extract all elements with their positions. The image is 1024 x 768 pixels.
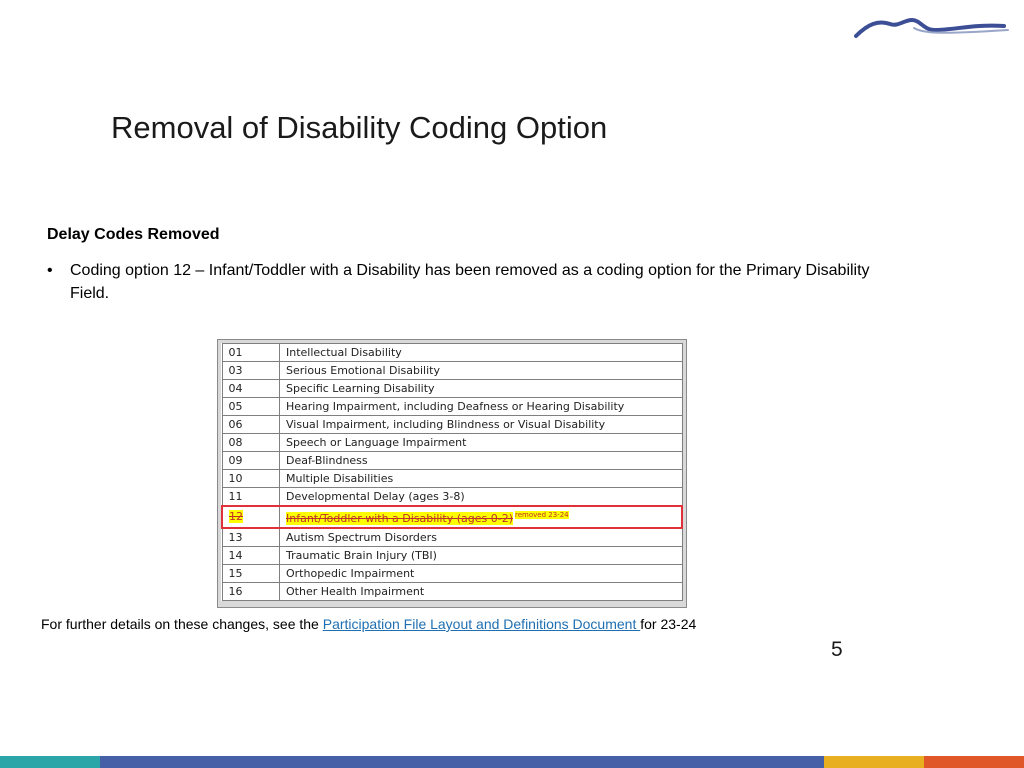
page-title: Removal of Disability Coding Option [111,110,608,145]
disability-codes-table [221,343,683,601]
disability-codes-table-image [217,339,687,608]
table-row [222,380,682,398]
code-cell: 15 [222,564,280,582]
layout-document-link[interactable]: Participation File Layout and Definitions Document [322,616,641,632]
label-cell: Developmental Delay (ages 3-8) [280,488,683,507]
footer-color-bar [0,756,1024,768]
code-cell: 13 [222,528,280,547]
color-bar-segment [0,756,100,768]
color-bar-segment [824,756,924,768]
footer-prefix: For further details on these changes, see the [41,616,323,632]
code-cell: 01 [222,344,280,362]
table-row [222,488,682,507]
code-cell: 06 [222,416,280,434]
label-cell: Specific Learning Disability [280,380,683,398]
label-cell: Other Health Impairment [280,582,683,600]
code-cell: 03 [222,362,280,380]
label-cell: Traumatic Brain Injury (TBI) [280,546,683,564]
footer-note [41,614,831,635]
section-heading: Delay Codes Removed [47,226,220,243]
label-cell: Speech or Language Impairment [280,434,683,452]
table-row [222,434,682,452]
bullet-text: Coding option 12 – Infant/Toddler with a Disability has been removed as a coding option for the Primary Disability Field. [70,262,870,302]
label-cell: Intellectual Disability [280,344,683,362]
table-row [222,398,682,416]
label-cell: Infant/Toddler with a Disability (ages 0-2) $^{removed 23-24}$ [280,506,683,528]
page-number: 5 [831,638,843,661]
code-cell: 11 [222,488,280,507]
code-cell: 10 [222,470,280,488]
color-bar-segment [100,756,824,768]
code-cell: 14 [222,546,280,564]
table-row [222,344,682,362]
code-cell: 08 [222,434,280,452]
mountain-logo-icon [854,14,1010,40]
label-cell: Orthopedic Impairment [280,564,683,582]
table-row [222,416,682,434]
footer-suffix: for 23-24 [640,616,697,632]
code-cell: 05 [222,398,280,416]
table-row [222,362,682,380]
table-row-removed [222,506,682,528]
label-cell: Serious Emotional Disability [280,362,683,380]
color-bar-segment [924,756,1024,768]
label-cell: Hearing Impairment, including Deafness or Hearing Disability [280,398,683,416]
table-row [222,546,682,564]
code-cell: 12 [222,506,280,528]
label-cell: Autism Spectrum Disorders [280,528,683,547]
label-cell: Visual Impairment, including Blindness or Visual Disability [280,416,683,434]
table-row [222,582,682,600]
table-row [222,564,682,582]
table-row [222,528,682,547]
code-cell: 16 [222,582,280,600]
code-cell: 09 [222,452,280,470]
label-cell: Deaf-Blindness [280,452,683,470]
code-cell: 04 [222,380,280,398]
label-cell: Multiple Disabilities [280,470,683,488]
table-row [222,470,682,488]
removed-note: removed 23-24 [515,511,569,519]
bullet-icon: • [47,262,53,279]
table-row [222,452,682,470]
